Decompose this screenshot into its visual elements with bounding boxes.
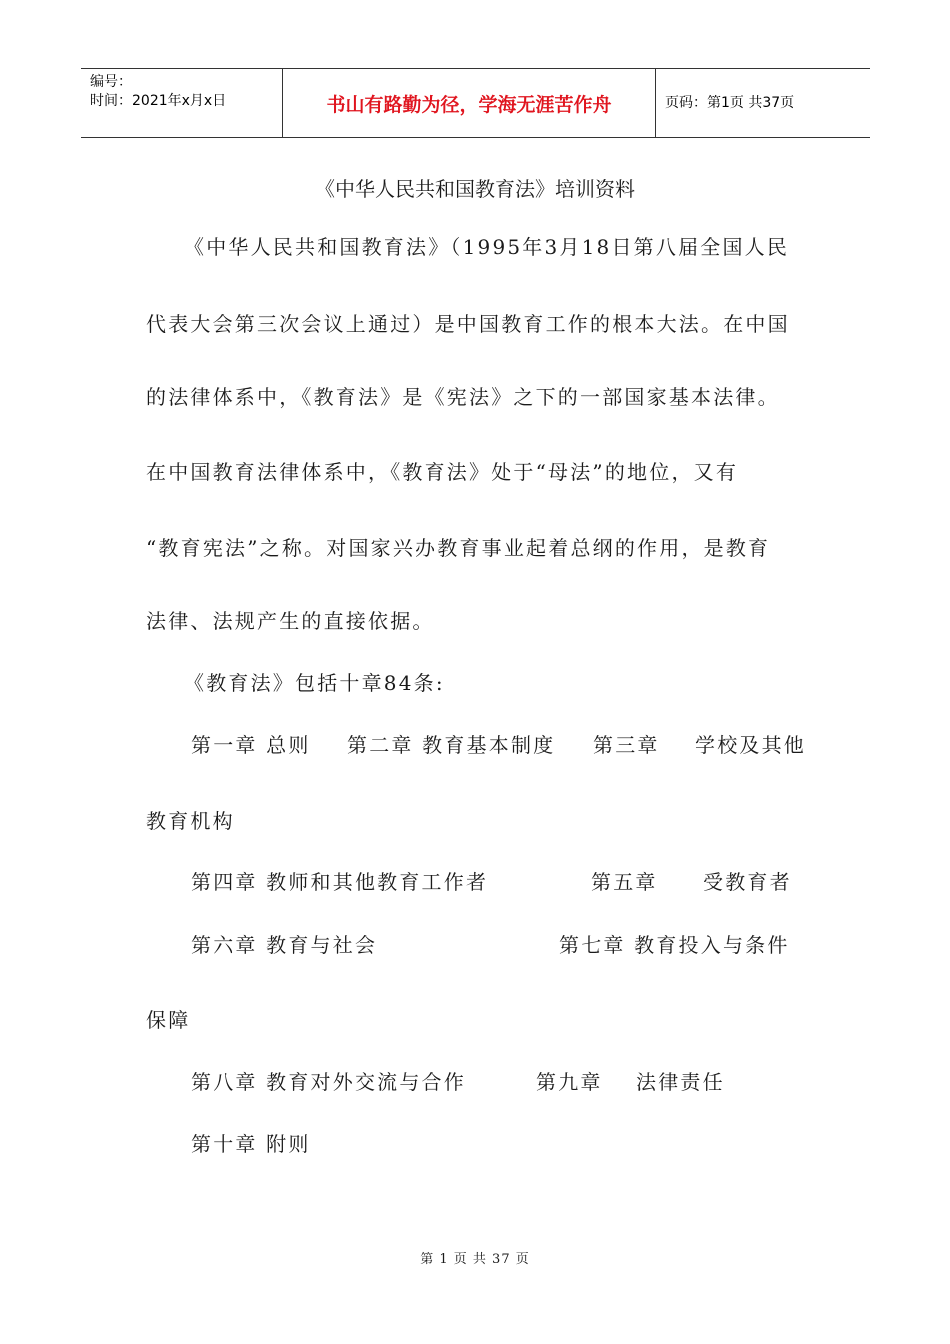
chapter-5-title: 受教育者 [703, 870, 792, 894]
chapter-7-title-cont: 保障 [146, 1008, 191, 1032]
document-title: 《中华人民共和国教育法》培训资料 [315, 177, 635, 201]
header-left-cell [81, 69, 282, 137]
paragraph-line: 法律、法规产生的直接依据。 [146, 609, 435, 633]
chapter-9-label: 第九章 [536, 1070, 603, 1094]
chapter-3-title-cont: 教育机构 [146, 809, 235, 833]
chapter-6: 第六章 教育与社会 [191, 933, 378, 957]
paragraph-line: 在中国教育法律体系中，《教育法》处于“母法”的地位，又有 [146, 460, 739, 484]
paragraph-line: 《中华人民共和国教育法》（1995年3月18日第八届全国人民 [184, 235, 790, 259]
document-number-label: 编号： [90, 74, 132, 90]
chapter-3-label: 第三章 [593, 733, 660, 757]
chapter-1: 第一章 总则 [191, 733, 311, 757]
chapter-3-title: 学校及其他 [695, 733, 806, 757]
chapter-7: 第七章 教育投入与条件 [559, 933, 790, 957]
header-motto-cell [282, 69, 656, 137]
chapter-10: 第十章 附则 [191, 1132, 311, 1156]
header-table [81, 68, 870, 138]
chapter-2: 第二章 教育基本制度 [347, 733, 556, 757]
chapter-4: 第四章 教师和其他教育工作者 [191, 870, 489, 894]
chapter-5-label: 第五章 [591, 870, 658, 894]
chapter-9-title: 法律责任 [636, 1070, 725, 1094]
paragraph-line: 代表大会第三次会议上通过）是中国教育工作的根本大法。在中国 [146, 312, 790, 336]
paragraph-line: 的法律体系中，《教育法》是《宪法》之下的一部国家基本法律。 [146, 385, 780, 409]
chapters-intro: 《教育法》包括十章84条: [184, 671, 445, 695]
chapter-8: 第八章 教育对外交流与合作 [191, 1070, 466, 1094]
header-page-cell [655, 69, 870, 137]
header-motto: 书山有路勤为径，学海无涯苦作舟 [326, 93, 612, 116]
document-time-label: 时间：2021年x月x日 [90, 93, 227, 109]
header-page-info: 页码：第1页 共37页 [665, 95, 795, 111]
page-footer: 第 1 页 共 37 页 [420, 1252, 530, 1267]
paragraph-line: “教育宪法”之称。对国家兴办教育事业起着总纲的作用，是教育 [146, 536, 771, 560]
